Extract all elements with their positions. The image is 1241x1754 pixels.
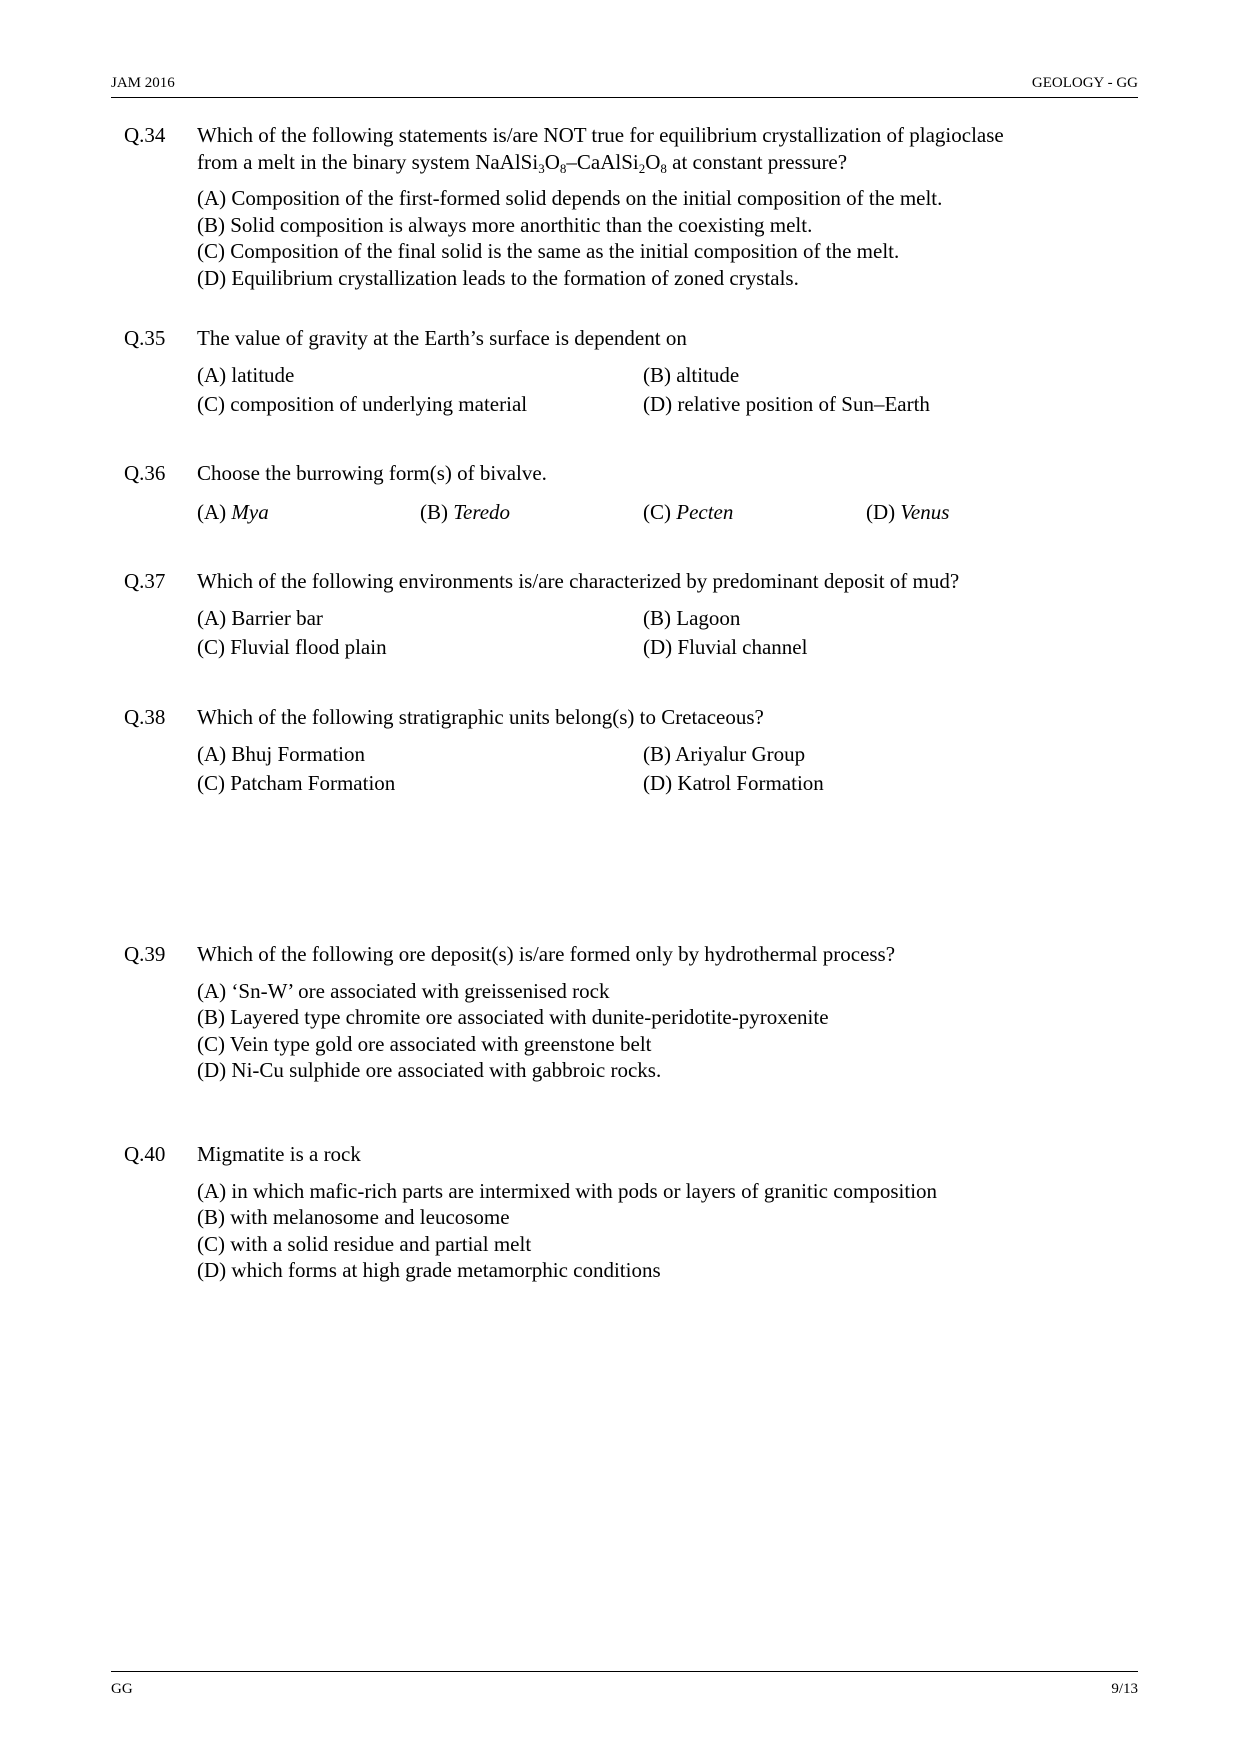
option-c: (C) Composition of the final solid is the same as the initial composition of the melt.: [197, 239, 900, 263]
option-b: (B) altitude: [643, 362, 740, 387]
option-c: (C) Fluvial flood plain: [197, 635, 387, 659]
exam-title: JAM 2016: [111, 75, 175, 91]
option-a: (A) ‘Sn-W’ ore associated with greissenised rock: [197, 978, 610, 1003]
option-d: (D) Venus: [866, 499, 950, 524]
question-40: [124, 1141, 1134, 1284]
question-text: [197, 122, 1134, 175]
taxon-name: Venus: [900, 499, 950, 524]
question-37: [124, 568, 1134, 661]
option-b: (B) with melanosome and leucosome: [197, 1205, 510, 1229]
page-number: 9/13: [1111, 1681, 1138, 1697]
question-34: [124, 122, 1134, 291]
option-c: (C) Patcham Formation: [197, 771, 396, 795]
question-text: Which of the following environments is/are characterized by predominant deposit of mud?: [197, 569, 960, 593]
subject-title: GEOLOGY - GG: [1031, 75, 1138, 91]
option-a: (A) Bhuj Formation: [197, 741, 365, 766]
options-grid: [197, 741, 1134, 797]
options-list: [197, 185, 1134, 291]
options-grid: [197, 362, 1134, 418]
options-grid: [197, 605, 1134, 661]
question-text: Which of the following stratigraphic units belong(s) to Cretaceous?: [197, 705, 764, 729]
option-a: (A) Mya: [197, 499, 269, 524]
paper-code: GG: [111, 1681, 133, 1697]
option-b: (B) Lagoon: [643, 605, 741, 630]
option-d: (D) Katrol Formation: [643, 771, 824, 795]
option-d: (D) which forms at high grade metamorphic conditions: [197, 1258, 661, 1282]
header-rule: [111, 97, 1138, 98]
question-text: The value of gravity at the Earth’s surface is dependent on: [197, 326, 687, 350]
option-b: (B) Layered type chromite ore associated with dunite-peridotite-pyroxenite: [197, 1005, 829, 1029]
options-grid: [197, 499, 1134, 526]
option-d: (D) Equilibrium crystallization leads to the formation of zoned crystals.: [197, 265, 799, 290]
question-number: Q.38: [124, 705, 166, 729]
option-d: (D) Ni-Cu sulphide ore associated with gabbroic rocks.: [197, 1058, 662, 1082]
page-header: [111, 75, 1138, 92]
option-b: (B) Teredo: [420, 499, 511, 524]
taxon-name: Teredo: [453, 499, 511, 524]
option-a: (A) latitude: [197, 362, 295, 387]
question-number: Q.37: [124, 569, 166, 593]
option-b: (B) Ariyalur Group: [643, 741, 806, 766]
options-list: [197, 1178, 1134, 1284]
option-c: (C) Pecten: [643, 499, 734, 524]
question-line: Which of the following statements is/are NOT true for equilibrium crystallization of plagioclase: [197, 123, 1004, 147]
option-b: (B) Solid composition is always more anorthitic than the coexisting melt.: [197, 212, 813, 237]
question-39: [124, 941, 1134, 1084]
option-c: (C) with a solid residue and partial melt: [197, 1231, 532, 1256]
taxon-name: Pecten: [676, 499, 734, 524]
footer-rule: [111, 1671, 1138, 1672]
question-number: Q.36: [124, 461, 166, 485]
options-list: [197, 978, 1134, 1084]
question-number: Q.39: [124, 942, 166, 966]
page-footer: [111, 1681, 1138, 1698]
option-a: (A) Barrier bar: [197, 605, 323, 630]
question-36: [124, 460, 1134, 525]
option-c: (C) composition of underlying material: [197, 392, 528, 416]
option-d: (D) relative position of Sun–Earth: [643, 392, 930, 416]
option-d: (D) Fluvial channel: [643, 635, 808, 659]
question-text: Choose the burrowing form(s) of bivalve.: [197, 461, 547, 485]
question-number: Q.35: [124, 326, 166, 350]
question-number: Q.40: [124, 1142, 166, 1166]
question-text: Which of the following ore deposit(s) is/are formed only by hydrothermal process?: [197, 942, 896, 966]
taxon-name: Mya: [231, 499, 269, 524]
question-number: Q.34: [124, 123, 166, 147]
option-c: (C) Vein type gold ore associated with greenstone belt: [197, 1031, 652, 1056]
question-text: Migmatite is a rock: [197, 1142, 361, 1166]
option-a: (A) in which mafic-rich parts are intermixed with pods or layers of granitic composition: [197, 1178, 938, 1203]
question-line: from a melt in the binary system $NaAlSi_3O_8-CaAlSi_2O_8$ at constant pressure?: [197, 149, 848, 176]
question-35: [124, 325, 1134, 418]
option-a: (A) Composition of the first-formed solid depends on the initial composition of the melt.: [197, 186, 943, 210]
question-38: [124, 704, 1134, 797]
